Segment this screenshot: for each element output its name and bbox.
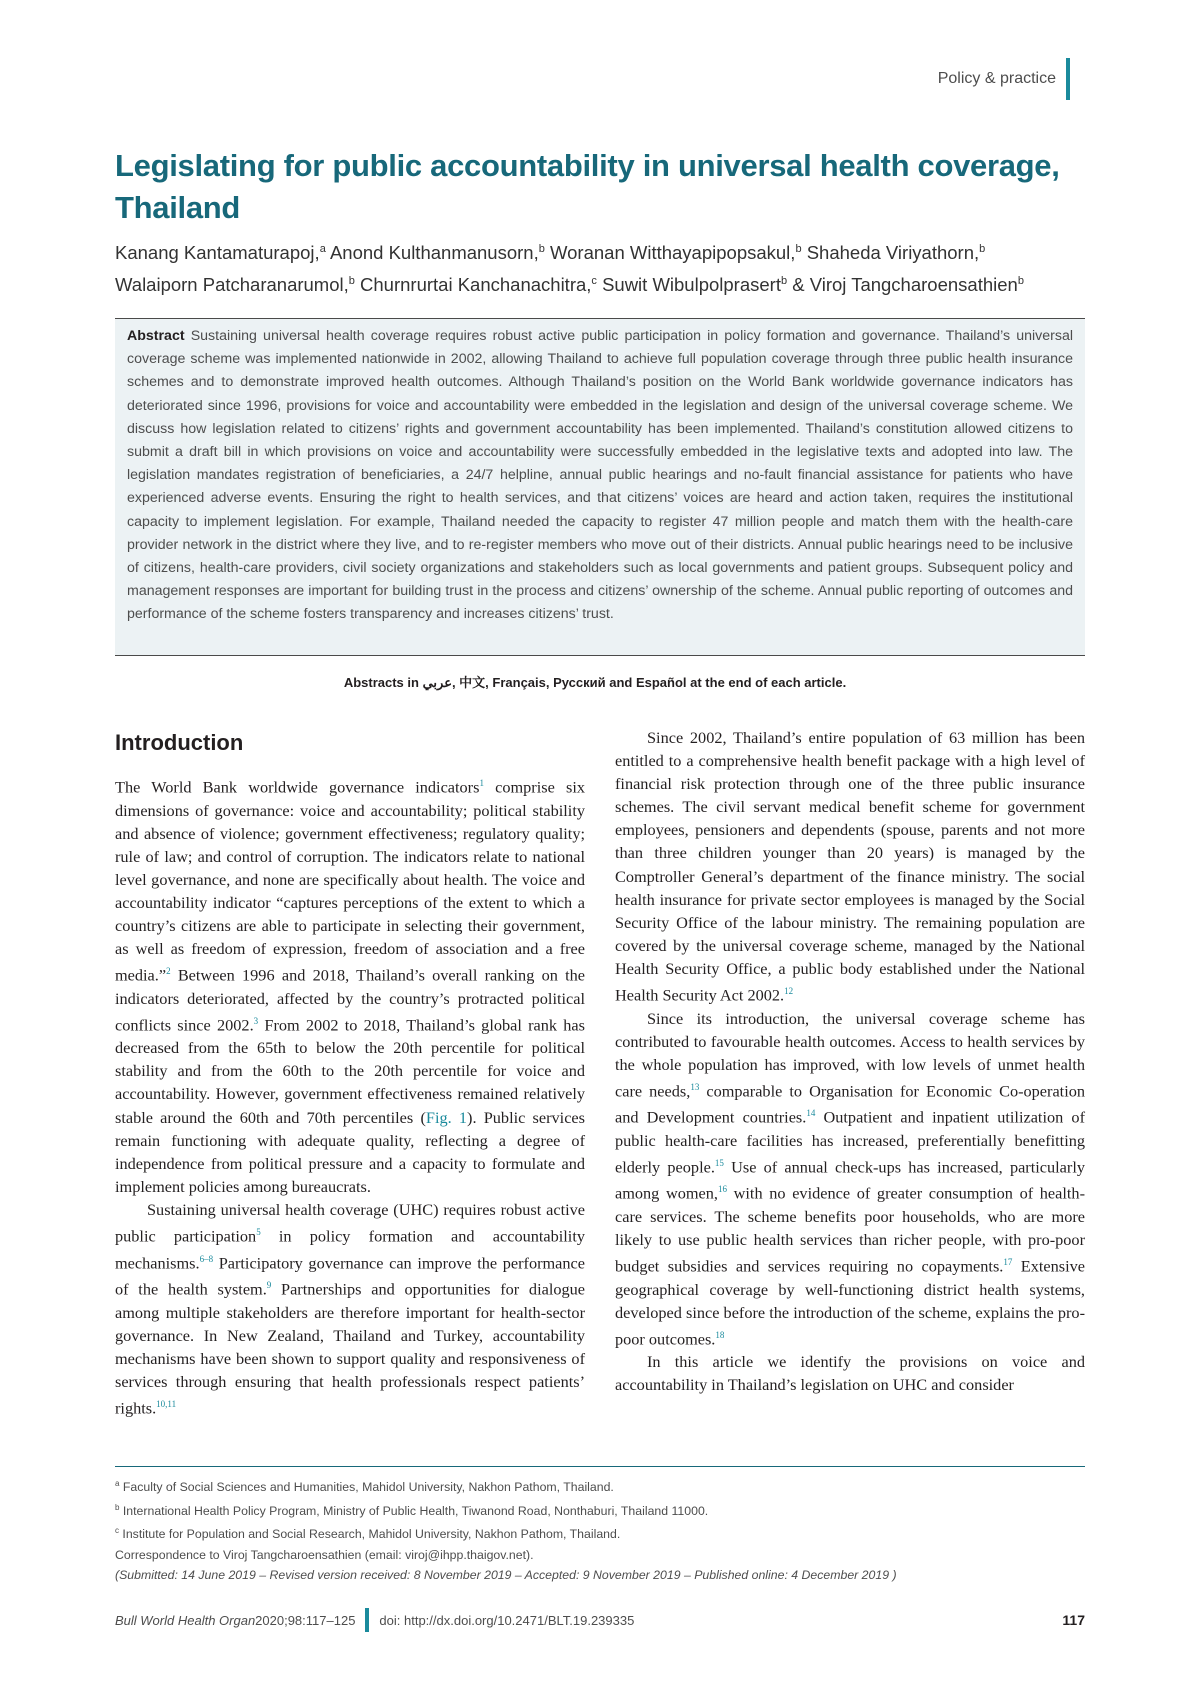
- reference-link[interactable]: 16: [717, 1184, 727, 1195]
- author: Walaiporn Patcharanarumol,$^b$: [115, 274, 355, 296]
- section-name: Policy & practice: [937, 70, 1056, 87]
- left-column: [115, 772, 585, 1419]
- article-title: Legislating for public accountability in universal health coverage, Thailand: [115, 148, 1060, 225]
- author: Woranan Witthayapipopsakul,$^b$: [550, 242, 802, 264]
- abstracts-in-languages: Abstracts in عربي, 中文, Français, Русский and Español at the end of each article.: [343, 675, 847, 690]
- author: Shaheda Viriyathorn,$^b$: [806, 242, 986, 264]
- page-number: 117: [1062, 1612, 1085, 1628]
- correspondence: Correspondence to Viroj Tangcharoensathien (email: viroj@ihpp.thaigov.net).: [115, 1547, 534, 1562]
- reference-link[interactable]: 3: [253, 1015, 259, 1026]
- paragraph: Since its introduction, the universal coverage scheme has contributed to favourable health outcomes. Access to health services by the whole population has improved, with low levels of unmet health care needs,$^{13}$ comparable to Organisation for Economic Co-operation and Development countries.$^{14}$ Outpatient and inpatient utilization of public health-care facilities has increased, preferentially benefitting elderly people.$^{15}$ Use of annual check-ups has increased, particularly among women,$^{16}$ with no evidence of greater consumption of health-care services. The scheme benefits poor households, who are more likely to use public health services than richer people, with pro-poor budget subsidies and services requiring no copayments.$^{17}$ Extensive geographical coverage by well-functioning district health systems, developed since before the introduction of the scheme, explains the pro-poor outcomes.$^{18}$: [615, 1008, 1085, 1349]
- author: Suwit Wibulpolprasert$^b$: [602, 274, 788, 296]
- reference-link[interactable]: 6–8: [199, 1253, 214, 1264]
- paragraph: The World Bank worldwide governance indicators$^1$ comprise six dimensions of governance: voice and accountability; political stability and absence of violence; government effectiveness; regulatory quality; rule of law; and control of corruption. The indicators relate to national level governance, and none are specifically about health. The voice and accountability indicator “captures perceptions of the extent to which a country’s citizens are able to participate in selecting their government, as well as freedom of expression, freedom of association and a free media.”$^2$ Between 1996 and 2018, Thailand’s overall ranking on the indicators deteriorated, affected by the country’s protracted political conflicts since 2002.$^3$ From 2002 to 2018, Thailand’s global rank has decreased from the 65th to below the 20th percentile for political stability and from the 60th to the 20th percentile for voice and accountability. However, government effectiveness remained relatively stable around the 60th and 70th percentiles (Fig. 1). Public services remain functioning with adequate quality, reflecting a degree of independence from political pressure and a capacity to formulate and implement policies among bureaucrats.: [115, 777, 585, 1196]
- reference-link[interactable]: 18: [715, 1329, 725, 1340]
- paragraph: In this article we identify the provisions on voice and accountability in Thailand’s legislation on UHC and consider: [615, 1352, 1085, 1395]
- reference-link[interactable]: 5: [256, 1227, 261, 1238]
- abstract-box: [115, 318, 1085, 656]
- introduction-heading: Introduction: [115, 730, 244, 755]
- paragraph: Since 2002, Thailand’s entire population of 63 million has been entitled to a comprehensive health benefit package with a high level of financial risk protection through one of the three public insurance schemes. The civil servant medical benefit scheme for government employees, pensioners and dependents (spouse, parents and not more than three children younger than 20 years) is managed by the Comptroller General’s department of the finance ministry. The social health insurance for private sector employees is managed by the Social Security Office of the labour ministry. The remaining population are covered by the universal coverage scheme, managed by the National Health Security Office, a public body established under the National Health Security Act 2002.12: [615, 728, 1085, 1005]
- author-list: [115, 235, 1095, 299]
- submission-dates: (Submitted: 14 June 2019 – Revised version received: 8 November 2019 – Accepted: 9 November 2019 – Published online: 4 December 2019 ): [115, 1568, 897, 1583]
- paragraph: Sustaining universal health coverage (UHC) requires robust active public participation$^5$ in policy formation and accountability mechanisms.$^{6-8}$ Participatory governance can improve the performance of the health system.$^9$ Partnerships and opportunities for dialogue among multiple stakeholders are therefore important for health-sector governance. In New Zealand, Thailand and Turkey, accountability mechanisms have been shown to support quality and responsiveness of services through ensuring that health professionals respect patients’ rights.$^{10,11}$: [115, 1199, 585, 1418]
- figure-link[interactable]: Fig. 1: [425, 1107, 468, 1127]
- section-bar: [1066, 58, 1070, 100]
- reference-link[interactable]: 14: [806, 1108, 816, 1119]
- affiliation-b: $^b$ International Health Policy Program, Ministry of Public Health, Tiwanond Road, Nonthaburi, Thailand 11000.: [115, 1502, 709, 1518]
- author: & Viroj Tangcharoensathien$^b$: [792, 274, 1024, 296]
- author: Kanang Kantamaturapoj,$^a$: [115, 242, 326, 264]
- section-label: [938, 58, 1070, 100]
- affiliation-c: $^c$ Institute for Population and Social Research, Mahidol University, Nakhon Pathom, Thailand.: [115, 1526, 621, 1542]
- footnotes: [115, 1474, 1085, 1586]
- reference-link[interactable]: 15: [714, 1157, 724, 1168]
- right-column: [615, 726, 1085, 1397]
- author: Anond Kulthanmanusorn,$^b$: [329, 242, 545, 264]
- doi-link[interactable]: doi: http://dx.doi.org/10.2471/BLT.19.239335: [379, 1612, 635, 1628]
- footnote-divider: [115, 1466, 1085, 1467]
- journal-name: Bull World Health Organ: [115, 1612, 256, 1628]
- author: Churnrurtai Kanchanachitra,$^c$: [360, 274, 597, 296]
- abstract-text: Sustaining universal health coverage requires robust active public participation in policy formation and governance. Thailand’s universal coverage scheme was implemented nationwide in 2002, allowing Thailand to achieve full population coverage through three public health insurance schemes and to demonstrate improved health outcomes. Although Thailand’s position on the World Bank worldwide governance indicators has deteriorated since 1996, provisions for voice and accountability were embedded in the legislation and design of the universal coverage scheme. We discuss how legislation related to citizens’ rights and government accountability has been implemented. Thailand’s constitution allowed citizens to submit a draft bill in which provisions on voice and accountability were successfully embedded in the legislative texts and adopted into law. The legislation mandates registration of beneficiaries, a 24/7 helpline, annual public hearings and no-fault financial assistance for patients who have experienced adverse events. Ensuring the right to health services, and that citizens’ voices are heard and action taken, requires the institutional capacity to implement legislation. For example, Thailand needed the capacity to register 47 million people and match them with the health-care provider network in the district where they live, and to re-register members who move out of their districts. Annual public hearings need to be inclusive of citizens, health-care providers, civil society organizations and stakeholders such as local governments and patient groups. Subsequent policy and management responses are important for building trust in the process and citizens’ ownership of the scheme. Annual public reporting of outcomes and performance of the scheme fosters transparency and increases citizens’ trust.: [127, 328, 1073, 623]
- reference-link[interactable]: 1: [479, 778, 484, 788]
- reference-link[interactable]: 2: [166, 966, 171, 977]
- abstract-label: Abstract: [127, 328, 185, 344]
- page-footer: [115, 1608, 1085, 1632]
- reference-link[interactable]: 17: [1003, 1257, 1013, 1268]
- journal-citation: 2020;98:117–125: [255, 1612, 356, 1628]
- reference-link[interactable]: 9: [266, 1280, 272, 1291]
- footer-bar: [365, 1608, 369, 1632]
- reference-link[interactable]: 13: [690, 1081, 700, 1092]
- affiliation-a: $^a$ Faculty of Social Sciences and Humanities, Mahidol University, Nakhon Pathom, Thailand.: [115, 1479, 614, 1495]
- reference-link[interactable]: 10,11: [156, 1398, 177, 1409]
- reference-link[interactable]: 12: [784, 986, 794, 997]
